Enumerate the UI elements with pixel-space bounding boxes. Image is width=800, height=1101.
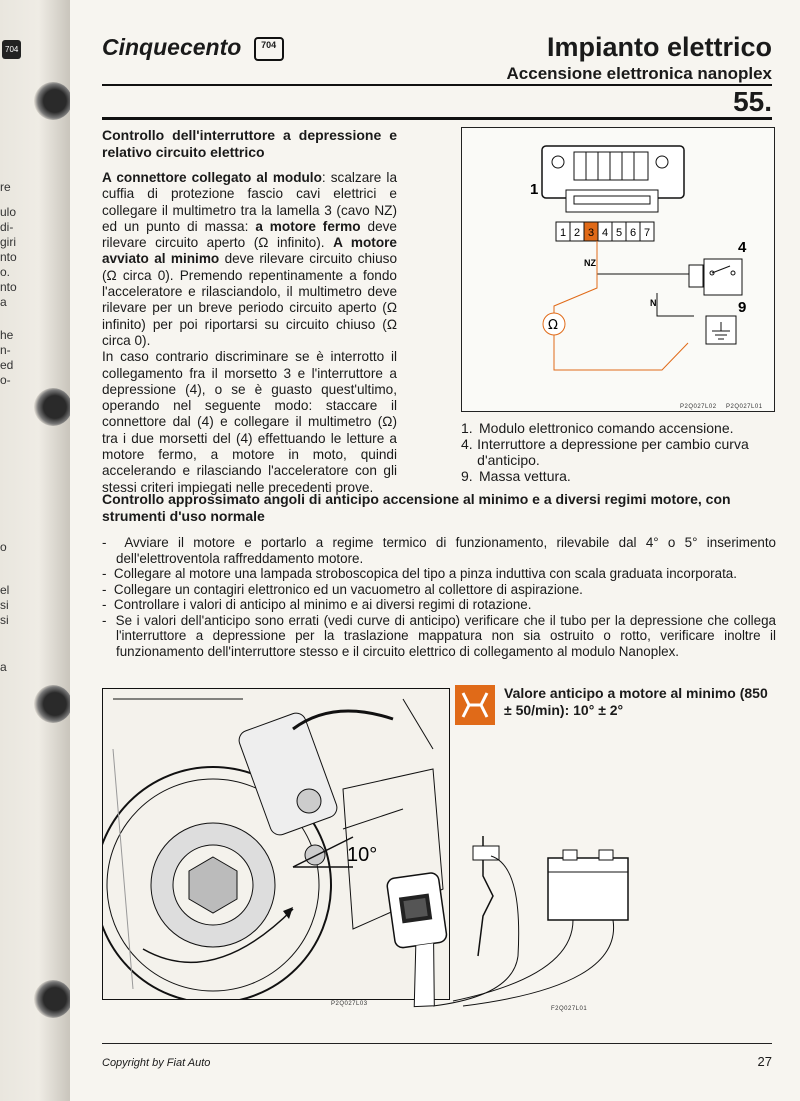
battery xyxy=(548,858,628,920)
bullet-marker: - xyxy=(102,581,107,597)
binder-fragment: si xyxy=(0,613,9,627)
chapter-subtitle: Accensione elettronica nanoplex xyxy=(506,64,772,83)
binder-fragment: a xyxy=(0,660,7,674)
bullet-item xyxy=(102,613,776,660)
connector-pin-label: 7 xyxy=(644,227,651,239)
binder-hole xyxy=(34,82,70,120)
p1-text: : scalzare la cuffia di protezione fascio cavi elettrici e collegare il multimetro tra la lamella 3 (cavo NZ) ed un punto di massa: xyxy=(102,170,398,234)
binder-badge: 704 xyxy=(2,40,21,59)
angle-label: 10° xyxy=(347,844,378,866)
tool-code: F2Q027L01 xyxy=(551,1006,588,1012)
p1-text: deve rilevare circuito chiuso (Ω circa 0). Premendo repentinamente a fondo l'acceleratore e rilasciandolo, il multimetro deve rilevare per un breve periodo circuito aperto (Ω infinito) per poi riportarsi su circuito chiuso (Ω circa 0). xyxy=(102,251,397,348)
section2-bullets xyxy=(102,535,776,659)
legend-number: 9. xyxy=(461,468,473,484)
header-rule xyxy=(102,84,772,86)
connector-pin-label: 5 xyxy=(616,227,623,239)
strobe-lamp xyxy=(386,872,456,1010)
binder-fragment: di- xyxy=(0,220,14,234)
copyright: Copyright by Fiat Auto xyxy=(102,1057,211,1069)
bullet-marker: - xyxy=(102,612,107,628)
binder-fragment: o- xyxy=(0,373,11,387)
connector-pin-label: 3 xyxy=(588,227,595,239)
binder-edge xyxy=(0,0,70,1101)
binder-fragment: he xyxy=(0,328,14,342)
binder-fragment: o xyxy=(0,540,7,554)
legend-item xyxy=(461,420,781,436)
binder-hole xyxy=(34,980,70,1018)
footer-rule xyxy=(102,1043,772,1044)
section-number: 55. xyxy=(733,86,772,117)
connector-pin-strip xyxy=(556,222,654,241)
section1-text xyxy=(102,127,397,496)
binder-fragment: a xyxy=(0,295,7,309)
binder-fragment: n- xyxy=(0,343,11,357)
binder-fragment: si xyxy=(0,598,9,612)
bullet-text: Se i valori dell'anticipo sono errati (vedi curve di anticipo) verificare che il tubo per la depressione che collega l'interruttore a depressione per la traslazione mappatura non sia ostruito o rotto, verificare inoltre il funzionamento dell'interruttore stesso e il circuito elettrico di collegamento al modulo Nanoplex. xyxy=(115,612,776,659)
bullet-text: Collegare al motore una lampada stroboscopica del tipo a pinza induttiva con scala graduata incorporata. xyxy=(113,566,737,581)
label-4: 4 xyxy=(738,239,747,256)
bullet-text: Controllare i valori di anticipo al minimo e ai diversi regimi di rotazione. xyxy=(113,597,532,612)
bullet-item xyxy=(102,582,776,598)
connector-pin-label: 4 xyxy=(602,227,609,239)
binder-fragment: el xyxy=(0,583,10,597)
bullet-marker: - xyxy=(102,535,107,550)
module-connector xyxy=(566,190,658,212)
lead-bold: A connettore collegato al modulo xyxy=(102,170,322,185)
timing-cover xyxy=(236,710,339,837)
wire-meter xyxy=(554,241,597,313)
strobe-lamp-illustration xyxy=(373,836,773,1014)
binder-hole xyxy=(34,388,70,426)
legend-item xyxy=(461,468,781,484)
section2-heading: Controllo approssimato angoli di anticipo accensione al minimo e a diversi regimi motore, con strumenti d'uso normale xyxy=(102,491,731,524)
diagram-legend xyxy=(461,420,781,484)
section1-paragraph2: In caso contrario discriminare se è interrotto il collegamento fra il morsetto 3 e l'interruttore a depressione (4), o se è guasto quest'ultimo, operando nel seguente modo: staccare il connettore dal (4) e collegare il multimetro (Ω) tra i due morsetti del (4) effettuando le letture a motore fermo, a motore in moto, quindi accelerando e rilasciando l'acceleratore con gli stessi criteri impiegati nelle precedenti prove. xyxy=(102,349,397,495)
connector-pin-label: 2 xyxy=(574,227,581,239)
legend-number: 1. xyxy=(461,420,473,436)
p1-bold: A motore avviato al minimo xyxy=(102,235,397,267)
bullet-text: Avviare il motore e portarlo a regime termico di funzionamento, rilevabile dal 4° o 5° inserimento dell'elettroventola raffreddamento motore. xyxy=(116,535,777,566)
wiring-diagram-svg xyxy=(462,128,774,411)
strobe-drawing xyxy=(373,836,773,1014)
legend-text: Interruttore a depressione per cambio curva d'anticipo. xyxy=(477,436,749,468)
model-label: Cinquecento xyxy=(102,34,242,60)
binder-fragment: re xyxy=(0,180,11,194)
section1-paragraph1 xyxy=(102,170,397,349)
header-rule-2 xyxy=(102,117,772,120)
wire-nz xyxy=(597,241,692,274)
p1-bold: a motore fermo xyxy=(255,218,361,234)
chapter-title: Impianto elettrico xyxy=(546,32,772,62)
legend-item xyxy=(461,436,781,468)
diagram-code: P2Q027L01 xyxy=(726,404,763,410)
page-number: 27 xyxy=(757,1054,772,1069)
wiring-diagram xyxy=(461,127,775,412)
wire-ground xyxy=(554,335,688,370)
section1-heading: Controllo dell'interruttore a depressione e relativo circuito elettrico xyxy=(102,127,397,160)
legend-text: Modulo elettronico comando accensione. xyxy=(479,420,734,436)
binder-fragment: nto xyxy=(0,250,17,264)
label-nz: NZ xyxy=(584,258,596,268)
ohm-symbol: Ω xyxy=(548,318,558,333)
binder-fragment: nto xyxy=(0,280,17,294)
label-1: 1 xyxy=(530,181,539,198)
legend-number: 4. xyxy=(461,436,473,452)
binder-fragment: o. xyxy=(0,265,11,279)
bullet-item xyxy=(102,535,776,566)
timing-value: Valore anticipo a motore al minimo (850 ± 50/min): 10° ± 2° xyxy=(504,685,768,718)
binder-hole xyxy=(34,685,70,723)
p1-text: deve rilevare circuito aperto (Ω infinito). xyxy=(102,218,397,251)
photo-code: P2Q027L03 xyxy=(331,1001,368,1007)
connector-pin-label: 6 xyxy=(630,227,637,239)
wire-n xyxy=(657,293,694,316)
vacuum-switch xyxy=(704,259,742,295)
binder-fragment: giri xyxy=(0,235,17,249)
label-9: 9 xyxy=(738,299,747,316)
bullet-item xyxy=(102,566,776,582)
label-n: N xyxy=(650,298,657,308)
binder-fragment: ulo xyxy=(0,205,17,219)
legend-text: Massa vettura. xyxy=(479,468,571,484)
diagram-code: P2Q027L02 xyxy=(680,404,717,410)
binder-fragment: ed xyxy=(0,358,14,372)
connector-pin-label: 1 xyxy=(560,227,567,239)
model-badge-icon: 704 xyxy=(254,37,284,61)
bullet-marker: - xyxy=(102,566,107,581)
bullet-item xyxy=(102,597,776,613)
bullet-marker: - xyxy=(102,597,107,612)
bullet-text: Collegare un contagiri elettronico ed un vacuometro al collettore di aspirazione. xyxy=(113,581,583,597)
timing-value-icon xyxy=(455,685,495,725)
model-name xyxy=(102,34,284,61)
